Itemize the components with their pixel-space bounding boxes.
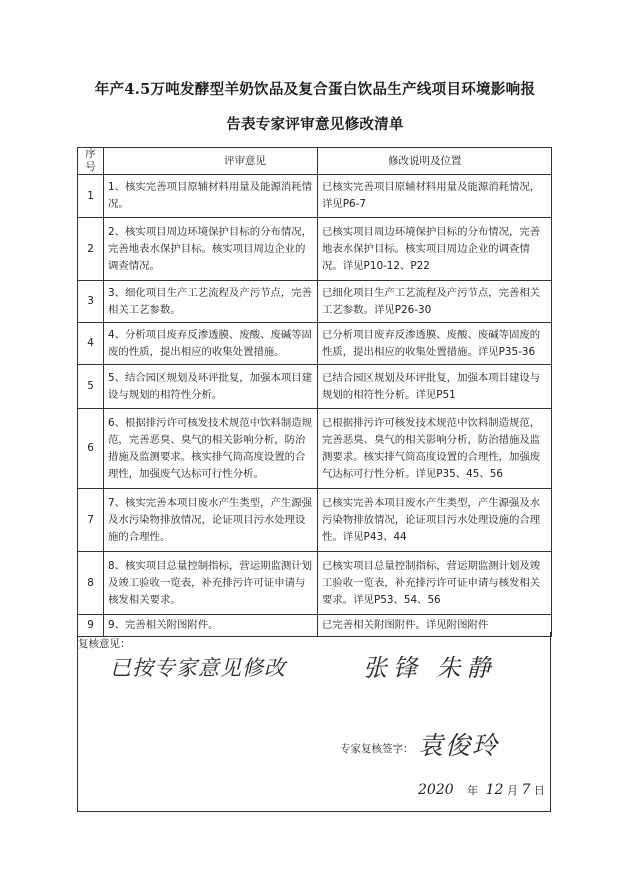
date-day: 7: [521, 782, 531, 798]
expert-sign-label: 专家复核签字：: [340, 743, 414, 755]
date-month-unit: 月: [506, 784, 518, 797]
document-title-line1: 年产4.5万吨发酵型羊奶饮品及复合蛋白饮品生产线项目环境影响报: [94, 81, 536, 98]
row-no: 6: [78, 409, 104, 489]
row-no: 8: [78, 552, 104, 615]
row-no: 3: [78, 281, 104, 323]
row-opinion: 8、核实项目总量控制指标，营运期监测计划及竣工验收一览表，补充排污许可证申请与核发相关要求。: [104, 552, 318, 615]
date-year: 2020: [418, 782, 454, 798]
row-opinion: 5、结合园区规划及环评批复，加强本项目建设与规划的相符性分析。: [104, 365, 318, 409]
row-opinion: 6、根据排污许可核发技术规范中饮料制造规范，完善恶臭、臭气的相关影响分析，防治措施及监测要求。核实排气筒高度设置的合理性，加强废气达标可行性分析。: [104, 409, 318, 489]
row-no: 9: [78, 615, 104, 637]
row-modification: 已核实完善项目原辅材料用量及能源消耗情况，详见P6-7: [318, 175, 552, 218]
date-day-unit: 日: [533, 784, 545, 797]
row-modification: 已分析项目废弃反渗透膜、废酸、废碱等固废的性质，提出相应的收集处置措施。详见P35-36: [318, 323, 552, 365]
table-row: [78, 281, 552, 323]
table-row: [78, 409, 552, 489]
row-no: 1: [78, 175, 104, 218]
document-title-line2: 告表专家评审意见修改清单: [226, 116, 404, 133]
row-opinion: 3、细化项目生产工艺流程及产污节点，完善相关工艺参数。: [104, 281, 318, 323]
review-table: [77, 147, 552, 637]
handwritten-reviewer-names: 张锋 朱静: [363, 654, 497, 682]
sign-date: [418, 782, 545, 798]
row-modification: 已根据排污许可核发技术规范中饮料制造规范，完善恶臭、臭气的相关影响分析，防治措施及监测要求。核实排气筒高度设置的合理性，加强废气达标可行性分析。详见P35、45、56: [318, 409, 552, 489]
table-row: [78, 552, 552, 615]
header-no: 序号: [78, 148, 104, 175]
row-modification: 已细化项目生产工艺流程及产污节点，完善相关工艺参数。详见P26-30: [318, 281, 552, 323]
table-row: [78, 323, 552, 365]
handwritten-expert-signature: 袁俊玲: [418, 731, 500, 760]
row-modification: 已核实完善本项目废水产生类型，产生源强及水污染物排放情况，论证项目污水处理设施的合理性。详见P43、44: [318, 489, 552, 552]
row-no: 7: [78, 489, 104, 552]
table-header-row: [78, 148, 552, 175]
review-footer-box: [77, 632, 551, 812]
header-modification: 修改说明及位置: [318, 148, 552, 175]
row-opinion: 9、完善相关附图附件。: [104, 615, 318, 637]
handwritten-review-comment: 已按专家意见修改: [110, 656, 286, 680]
row-opinion: 7、核实完善本项目废水产生类型，产生源强及水污染物排放情况，论证项目污水处理设施的合理性。: [104, 489, 318, 552]
table-row: [78, 365, 552, 409]
row-modification: 已核实项目周边环境保护目标的分布情况，完善地表水保护目标。核实项目周边企业的调查情况。详见P10-12、P22: [318, 218, 552, 281]
row-no: 5: [78, 365, 104, 409]
table-row: [78, 489, 552, 552]
row-modification: 已完善相关附图附件。详见附图附件: [318, 615, 552, 637]
table-row: [78, 175, 552, 218]
row-opinion: 2、核实项目周边环境保护目标的分布情况，完善地表水保护目标。核实项目周边企业的调查情况。: [104, 218, 318, 281]
header-opinion: 评审意见: [104, 148, 318, 175]
date-year-unit: 年: [467, 784, 479, 797]
row-opinion: 4、分析项目废弃反渗透膜、废酸、废碱等固废的性质，提出相应的收集处置措施。: [104, 323, 318, 365]
row-modification: 已结合园区规划及环评批复，加强本项目建设与规划的相符性分析。详见P51: [318, 365, 552, 409]
row-opinion: 1、核实完善项目原辅材料用量及能源消耗情况。: [104, 175, 318, 218]
date-month: 12: [485, 782, 504, 798]
review-opinion-label: 复核意见：: [78, 638, 131, 650]
row-no: 2: [78, 218, 104, 281]
table-row: [78, 218, 552, 281]
row-no: 4: [78, 323, 104, 365]
row-modification: 已核实项目总量控制指标，营运期监测计划及竣工验收一览表，补充排污许可证申请与核发相关要求。详见P53、54、56: [318, 552, 552, 615]
